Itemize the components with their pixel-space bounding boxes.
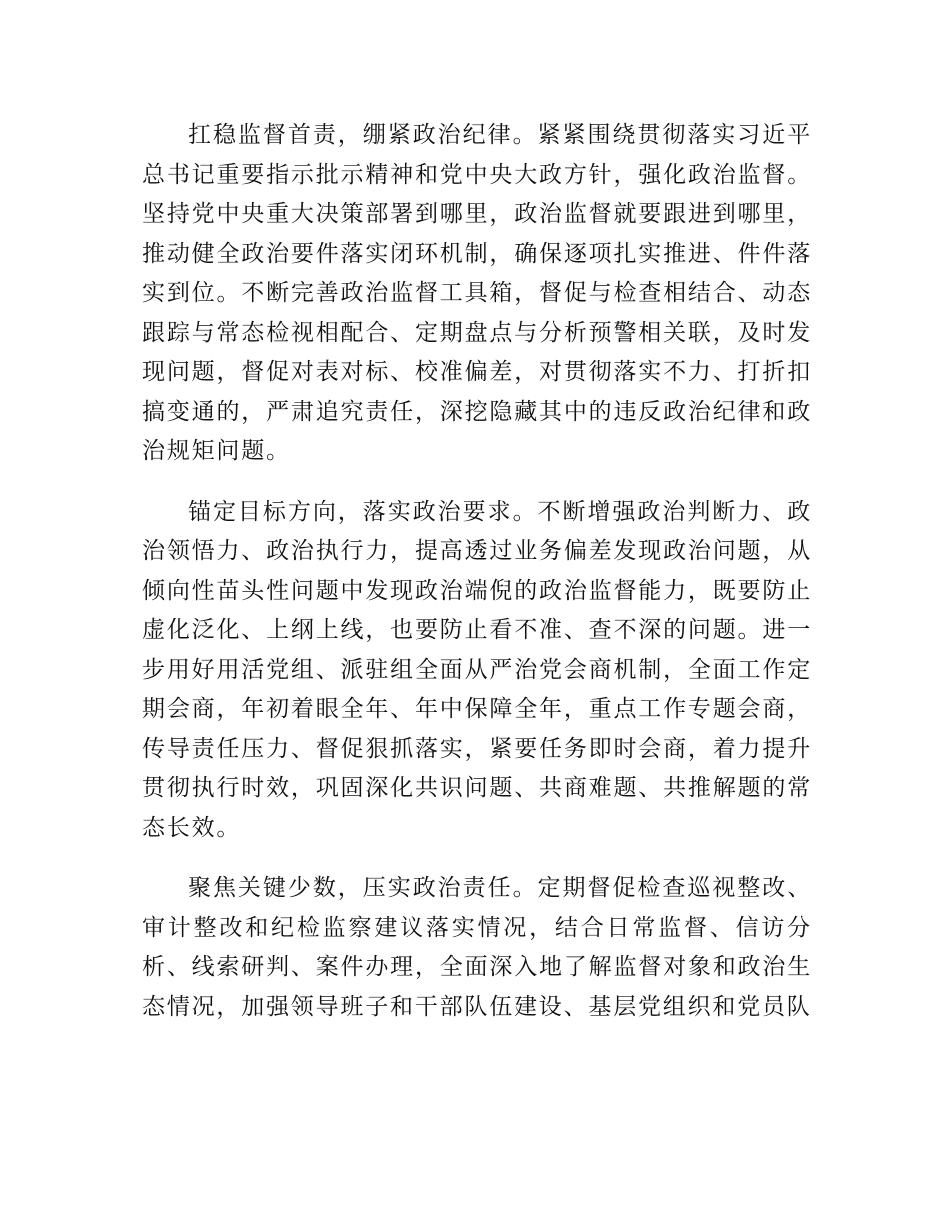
paragraph-1: 扛稳监督首责，绷紧政治纪律。紧紧围绕贯彻落实习近平总书记重要指示批示精神和党中央大政方针，强化政治监督。坚持党中央重大决策部署到哪里，政治监督就要跟进到哪里，推动健全政治要件落实闭环机制，确保逐项扎实推进、件件落实到位。不断完善政治监督工具箱，督促与检查相结合、动态跟踪与常态检视相配合、定期盘点与分析预警相关联，及时发现问题，督促对表对标、校准偏差，对贯彻落实不力、打折扣搞变通的，严肃追究责任，深挖隐藏其中的违反政治纪律和政治规矩问题。: [142, 122, 812, 464]
paragraph-3: 聚焦关键少数，压实政治责任。定期督促检查巡视整改、审计整改和纪检监察建议落实情况，结合日常监督、信访分析、线索研判、案件办理，全面深入地了解监督对象和政治生态情况，加强领导班子和干部队伍建设、基层党组织和党员队: [142, 875, 812, 1020]
paragraph-2: 锚定目标方向，落实政治要求。不断增强政治判断力、政治领悟力、政治执行力，提高透过业务偏差发现政治问题，从倾向性苗头性问题中发现政治端倪的政治监督能力，既要防止虚化泛化、上纲上线，也要防止看不准、查不深的问题。进一步用好用活党组、派驻组全面从严治党会商机制，全面工作定期会商，年初着眼全年、年中保障全年，重点工作专题会商，传导责任压力、督促狠抓落实，紧要任务即时会商，着力提升贯彻执行时效，巩固深化共识问题、共商难题、共推解题的常态长效。: [142, 498, 812, 841]
document-body: [142, 116, 812, 1027]
